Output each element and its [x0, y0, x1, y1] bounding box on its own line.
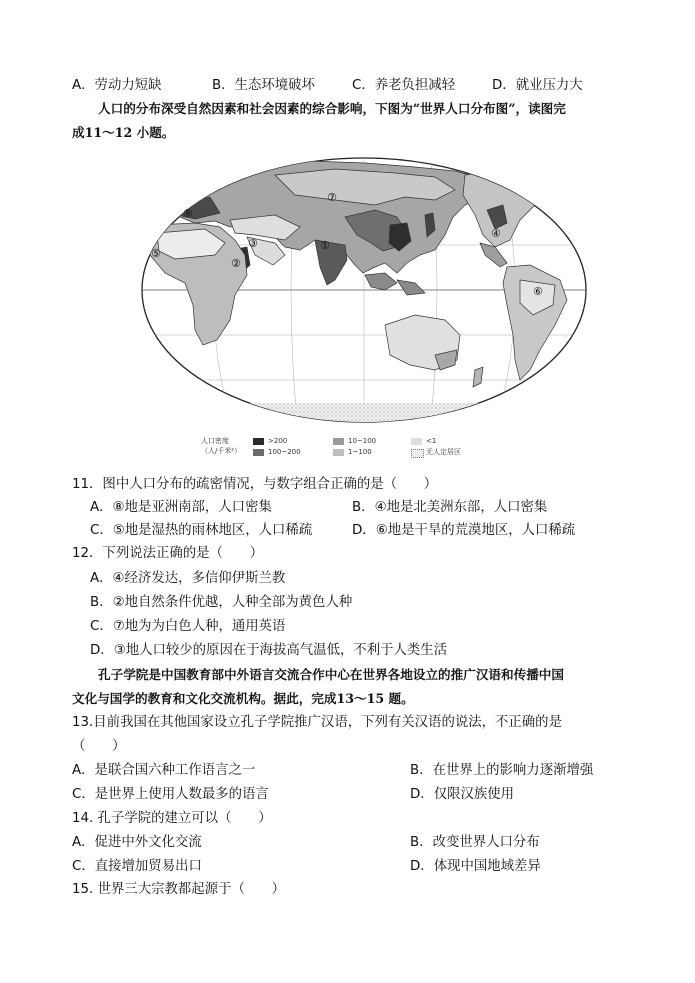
q10-option-a: A．劳动力短缺	[72, 78, 162, 93]
q13-option-a: A．是联合国六种工作语言之一	[72, 763, 256, 778]
legend-swatch-2	[333, 438, 344, 445]
legend-swatch-1	[253, 449, 264, 456]
intro2-line2: 文化与国学的教育和文化交流机构。据此，完成13～15 题。	[72, 691, 414, 706]
q13-stem: 13.目前我国在其他国家设立孔子学院推广汉语，下列有关汉语的说法，不正确的是	[72, 715, 562, 730]
q14-stem: 14. 孔子学院的建立可以（ ）	[72, 811, 272, 826]
intro1-line2: 成11～12 小题。	[72, 125, 175, 140]
marker-2: ②	[231, 257, 241, 270]
marker-6: ⑥	[533, 285, 543, 298]
q14-option-a: A．促进中外文化交流	[72, 835, 202, 850]
legend-title: 人口密度	[201, 437, 229, 445]
q14-option-c: C．直接增加贸易出口	[72, 859, 202, 874]
q12-stem: 12．下列说法正确的是（ ）	[72, 546, 264, 561]
q11-option-b: B．④地是北美洲东部，人口密集	[352, 500, 548, 515]
legend-label-1: 100~200	[268, 448, 301, 456]
q11-option-c: C．⑤地是湿热的雨林地区，人口稀疏	[90, 523, 313, 538]
marker-1: ①	[320, 239, 330, 252]
intro1-line1: 人口的分布深受自然因素和社会因素的综合影响，下图为“世界人口分布图”，读图完	[98, 101, 566, 116]
q14-option-b: B．改变世界人口分布	[410, 835, 540, 850]
q13-option-c: C．是世界上使用人数最多的语言	[72, 787, 269, 802]
q10-option-c: C．养老负担减轻	[352, 78, 456, 93]
marker-4: ④	[491, 227, 501, 240]
q11-stem: 11．图中人口分布的疏密情况，与数字组合正确的是（ ）	[72, 477, 438, 492]
world-population-map	[135, 155, 593, 455]
legend-swatch-4	[411, 438, 422, 445]
legend-label-3: 1~100	[348, 448, 372, 456]
q14-option-d: D．体现中国地域差异	[410, 859, 541, 874]
q15-stem: 15. 世界三大宗教都起源于（ ）	[72, 882, 286, 897]
q13-option-b: B．在世界上的影响力逐渐增强	[410, 763, 594, 778]
q11-option-a: A．⑧地是亚洲南部，人口密集	[90, 500, 272, 515]
marker-8: ⑧	[183, 207, 193, 220]
q12-option-c: C．⑦地为为白色人种，通用英语	[90, 619, 286, 634]
q10-option-b: B．生态环境破坏	[212, 78, 315, 93]
legend-label-4: <1	[426, 437, 437, 445]
q12-option-a: A．④经济发达，多信仰伊斯兰教	[90, 571, 286, 586]
marker-7: ⑦	[327, 191, 337, 204]
q12-option-d: D．③地人口较少的原因在于海拔高气温低，不利于人类生活	[90, 643, 448, 658]
marker-3: ③	[248, 237, 258, 250]
q11-option-d: D．⑥地是干旱的荒漠地区，人口稀疏	[352, 523, 576, 538]
legend-unit: （人/千米²）	[201, 447, 242, 455]
q13-paren: （ ）	[72, 739, 126, 754]
marker-5: ⑤	[151, 247, 161, 260]
legend-swatch-5	[411, 449, 424, 458]
q10-option-d: D．就业压力大	[492, 78, 583, 93]
legend-label-5: 无人定居区	[426, 448, 461, 456]
map-graphic	[135, 155, 593, 455]
legend-swatch-3	[333, 449, 344, 456]
intro2-line1: 孔子学院是中国教育部中外语言交流合作中心在世界各地设立的推广汉语和传播中国	[98, 667, 564, 682]
legend-label-2: 10~100	[348, 437, 377, 445]
q12-option-b: B．②地自然条件优越，人种全部为黄色人种	[90, 595, 353, 610]
legend-swatch-0	[253, 438, 264, 445]
antarctica-shape	[135, 403, 593, 428]
legend-label-0: >200	[268, 437, 288, 445]
q13-option-d: D．仅限汉族使用	[410, 787, 515, 802]
